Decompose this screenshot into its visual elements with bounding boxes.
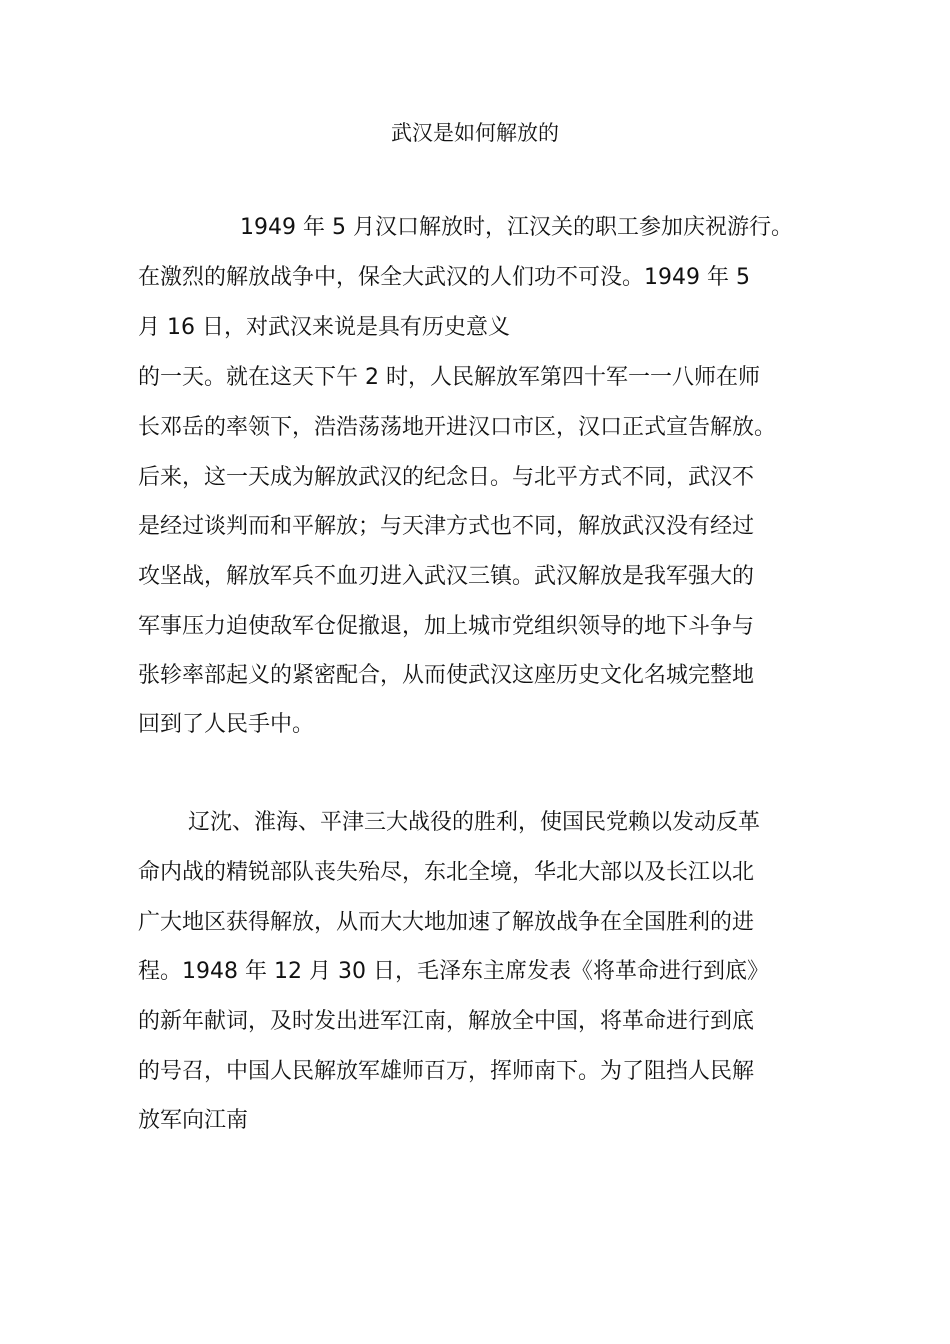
paragraph-1-line-9: 军事压力迫使敌军仓促撤退，加上城市党组织领导的地下斗争与 <box>138 614 755 639</box>
paragraph-1-line-5: 长邓岳的率领下，浩浩荡荡地开进汉口市区，汉口正式宣告解放。 <box>138 415 777 440</box>
paragraph-2-line-5: 的新年献词，及时发出进军江南，解放全中国，将革命进行到底 <box>138 1009 755 1034</box>
document-title: 武汉是如何解放的 <box>391 121 559 145</box>
paragraph-1-line-6: 后来，这一天成为解放武汉的纪念日。与北平方式不同，武汉不 <box>138 465 755 490</box>
paragraph-2-line-2: 命内战的精锐部队丧失殆尽，东北全境，华北大部以及长江以北 <box>138 860 755 885</box>
paragraph-1-line-8: 攻坚战，解放军兵不血刃进入武汉三镇。武汉解放是我军强大的 <box>138 564 755 589</box>
paragraph-2-line-7: 放军向江南 <box>138 1108 249 1133</box>
paragraph-2-line-6: 的号召，中国人民解放军雄师百万，挥师南下。为了阻挡人民解 <box>138 1059 755 1084</box>
paragraph-1-line-2: 在激烈的解放战争中，保全大武汉的人们功不可没。1949 年 5 <box>138 265 750 290</box>
paragraph-2-line-3: 广大地区获得解放，从而大大地加速了解放战争在全国胜利的进 <box>138 910 755 935</box>
paragraph-1-line-10: 张轸率部起义的紧密配合，从而使武汉这座历史文化名城完整地 <box>138 663 755 688</box>
paragraph-1-line-11: 回到了人民手中。 <box>138 712 315 737</box>
paragraph-2-line-1: 辽沈、淮海、平津三大战役的胜利，使国民党赖以发动反革 <box>188 810 761 835</box>
paragraph-1-line-1: 1949 年 5 月汉口解放时，江汉关的职工参加庆祝游行。 <box>240 215 793 240</box>
paragraph-2-line-4: 程。1948 年 12 月 30 日，毛泽东主席发表《将革命进行到底》 <box>138 959 769 984</box>
paragraph-1-line-7: 是经过谈判而和平解放；与天津方式也不同，解放武汉没有经过 <box>138 514 755 539</box>
paragraph-1-line-4: 的一天。就在这天下午 2 时，人民解放军第四十军一一八师在师 <box>138 365 760 390</box>
paragraph-1-line-3: 月 16 日，对武汉来说是具有历史意义 <box>138 315 510 340</box>
